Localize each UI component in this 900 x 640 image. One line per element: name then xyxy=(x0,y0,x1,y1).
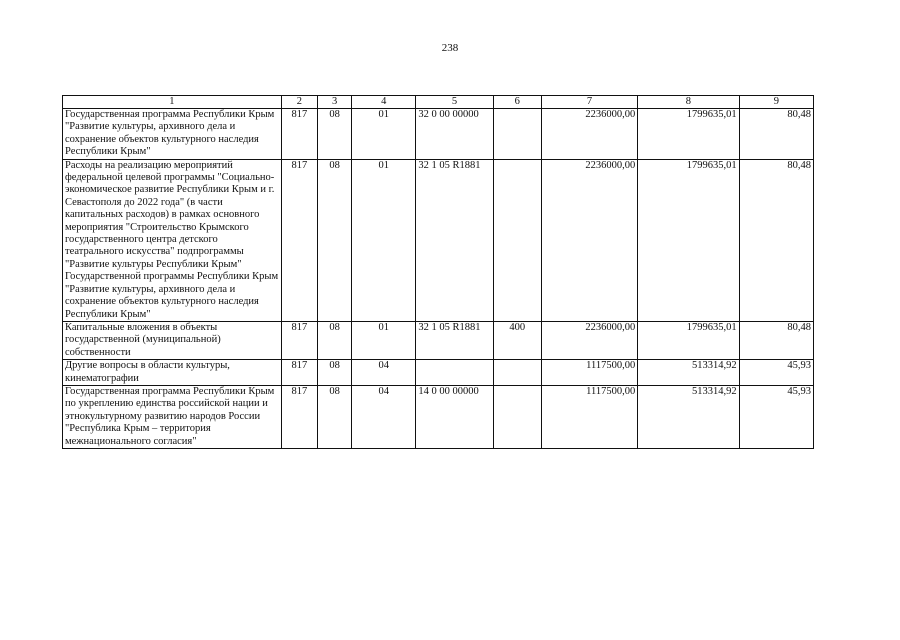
actual-amount: 1799635,01 xyxy=(638,159,739,321)
column-header: 9 xyxy=(739,96,813,109)
department-code: 817 xyxy=(281,321,317,359)
subsection-code: 01 xyxy=(352,109,416,160)
target-item-code: 32 1 05 R1881 xyxy=(416,321,493,359)
planned-amount: 2236000,00 xyxy=(541,159,637,321)
section-code: 08 xyxy=(318,159,352,321)
department-code: 817 xyxy=(281,109,317,160)
expense-type-code xyxy=(493,360,541,386)
subsection-code: 04 xyxy=(352,385,416,448)
section-code: 08 xyxy=(318,321,352,359)
column-header: 3 xyxy=(318,96,352,109)
table-row xyxy=(63,385,814,448)
column-header: 1 xyxy=(63,96,282,109)
expense-name: Государственная программа Республики Крым "Развитие культуры, архивного дела и сохранение объектов культурного наследия Республики Крым" xyxy=(63,109,282,160)
target-item-code: 32 0 00 00000 xyxy=(416,109,493,160)
section-code: 08 xyxy=(318,360,352,386)
expense-name: Другие вопросы в области культуры, кинематографии xyxy=(63,360,282,386)
section-code: 08 xyxy=(318,109,352,160)
target-item-code: 32 1 05 R1881 xyxy=(416,159,493,321)
budget-table xyxy=(62,95,814,449)
expense-type-code xyxy=(493,159,541,321)
execution-percent: 80,48 xyxy=(739,159,813,321)
planned-amount: 1117500,00 xyxy=(541,385,637,448)
planned-amount: 1117500,00 xyxy=(541,360,637,386)
expense-name: Государственная программа Республики Крым по укреплению единства российской нации и этнокультурному развитию народов России "Республика Крым – территория межнационального согласия" xyxy=(63,385,282,448)
expense-type-code xyxy=(493,385,541,448)
column-header: 5 xyxy=(416,96,493,109)
expense-type-code xyxy=(493,109,541,160)
planned-amount: 2236000,00 xyxy=(541,109,637,160)
department-code: 817 xyxy=(281,360,317,386)
header-row xyxy=(63,96,814,109)
execution-percent: 45,93 xyxy=(739,385,813,448)
table-row xyxy=(63,321,814,359)
expense-name: Расходы на реализацию мероприятий федеральной целевой программы "Социально-экономическое развитие Республики Крым и г. Севастополя до 2022 года" (в части капитальных расходов) в рамках основного мероприятия "Строительство Крымского государственного центра детского театрального искусства" подпрограммы "Развитие культуры Республики Крым" Государственной программы Республики Крым "Развитие культуры, архивного дела и сохранение объектов культурного наследия Республики Крым" xyxy=(63,159,282,321)
actual-amount: 513314,92 xyxy=(638,360,739,386)
column-header: 4 xyxy=(352,96,416,109)
target-item-code: 14 0 00 00000 xyxy=(416,385,493,448)
execution-percent: 45,93 xyxy=(739,360,813,386)
department-code: 817 xyxy=(281,159,317,321)
subsection-code: 01 xyxy=(352,321,416,359)
subsection-code: 01 xyxy=(352,159,416,321)
column-header: 8 xyxy=(638,96,739,109)
planned-amount: 2236000,00 xyxy=(541,321,637,359)
column-header: 7 xyxy=(541,96,637,109)
department-code: 817 xyxy=(281,385,317,448)
column-header: 2 xyxy=(281,96,317,109)
actual-amount: 1799635,01 xyxy=(638,321,739,359)
expense-type-code: 400 xyxy=(493,321,541,359)
actual-amount: 1799635,01 xyxy=(638,109,739,160)
section-code: 08 xyxy=(318,385,352,448)
table-row xyxy=(63,360,814,386)
subsection-code: 04 xyxy=(352,360,416,386)
target-item-code xyxy=(416,360,493,386)
page-number: 238 xyxy=(441,42,459,54)
execution-percent: 80,48 xyxy=(739,321,813,359)
actual-amount: 513314,92 xyxy=(638,385,739,448)
expense-name: Капитальные вложения в объекты государственной (муниципальной) собственности xyxy=(63,321,282,359)
execution-percent: 80,48 xyxy=(739,109,813,160)
table-row xyxy=(63,109,814,160)
column-header: 6 xyxy=(493,96,541,109)
table-row xyxy=(63,159,814,321)
